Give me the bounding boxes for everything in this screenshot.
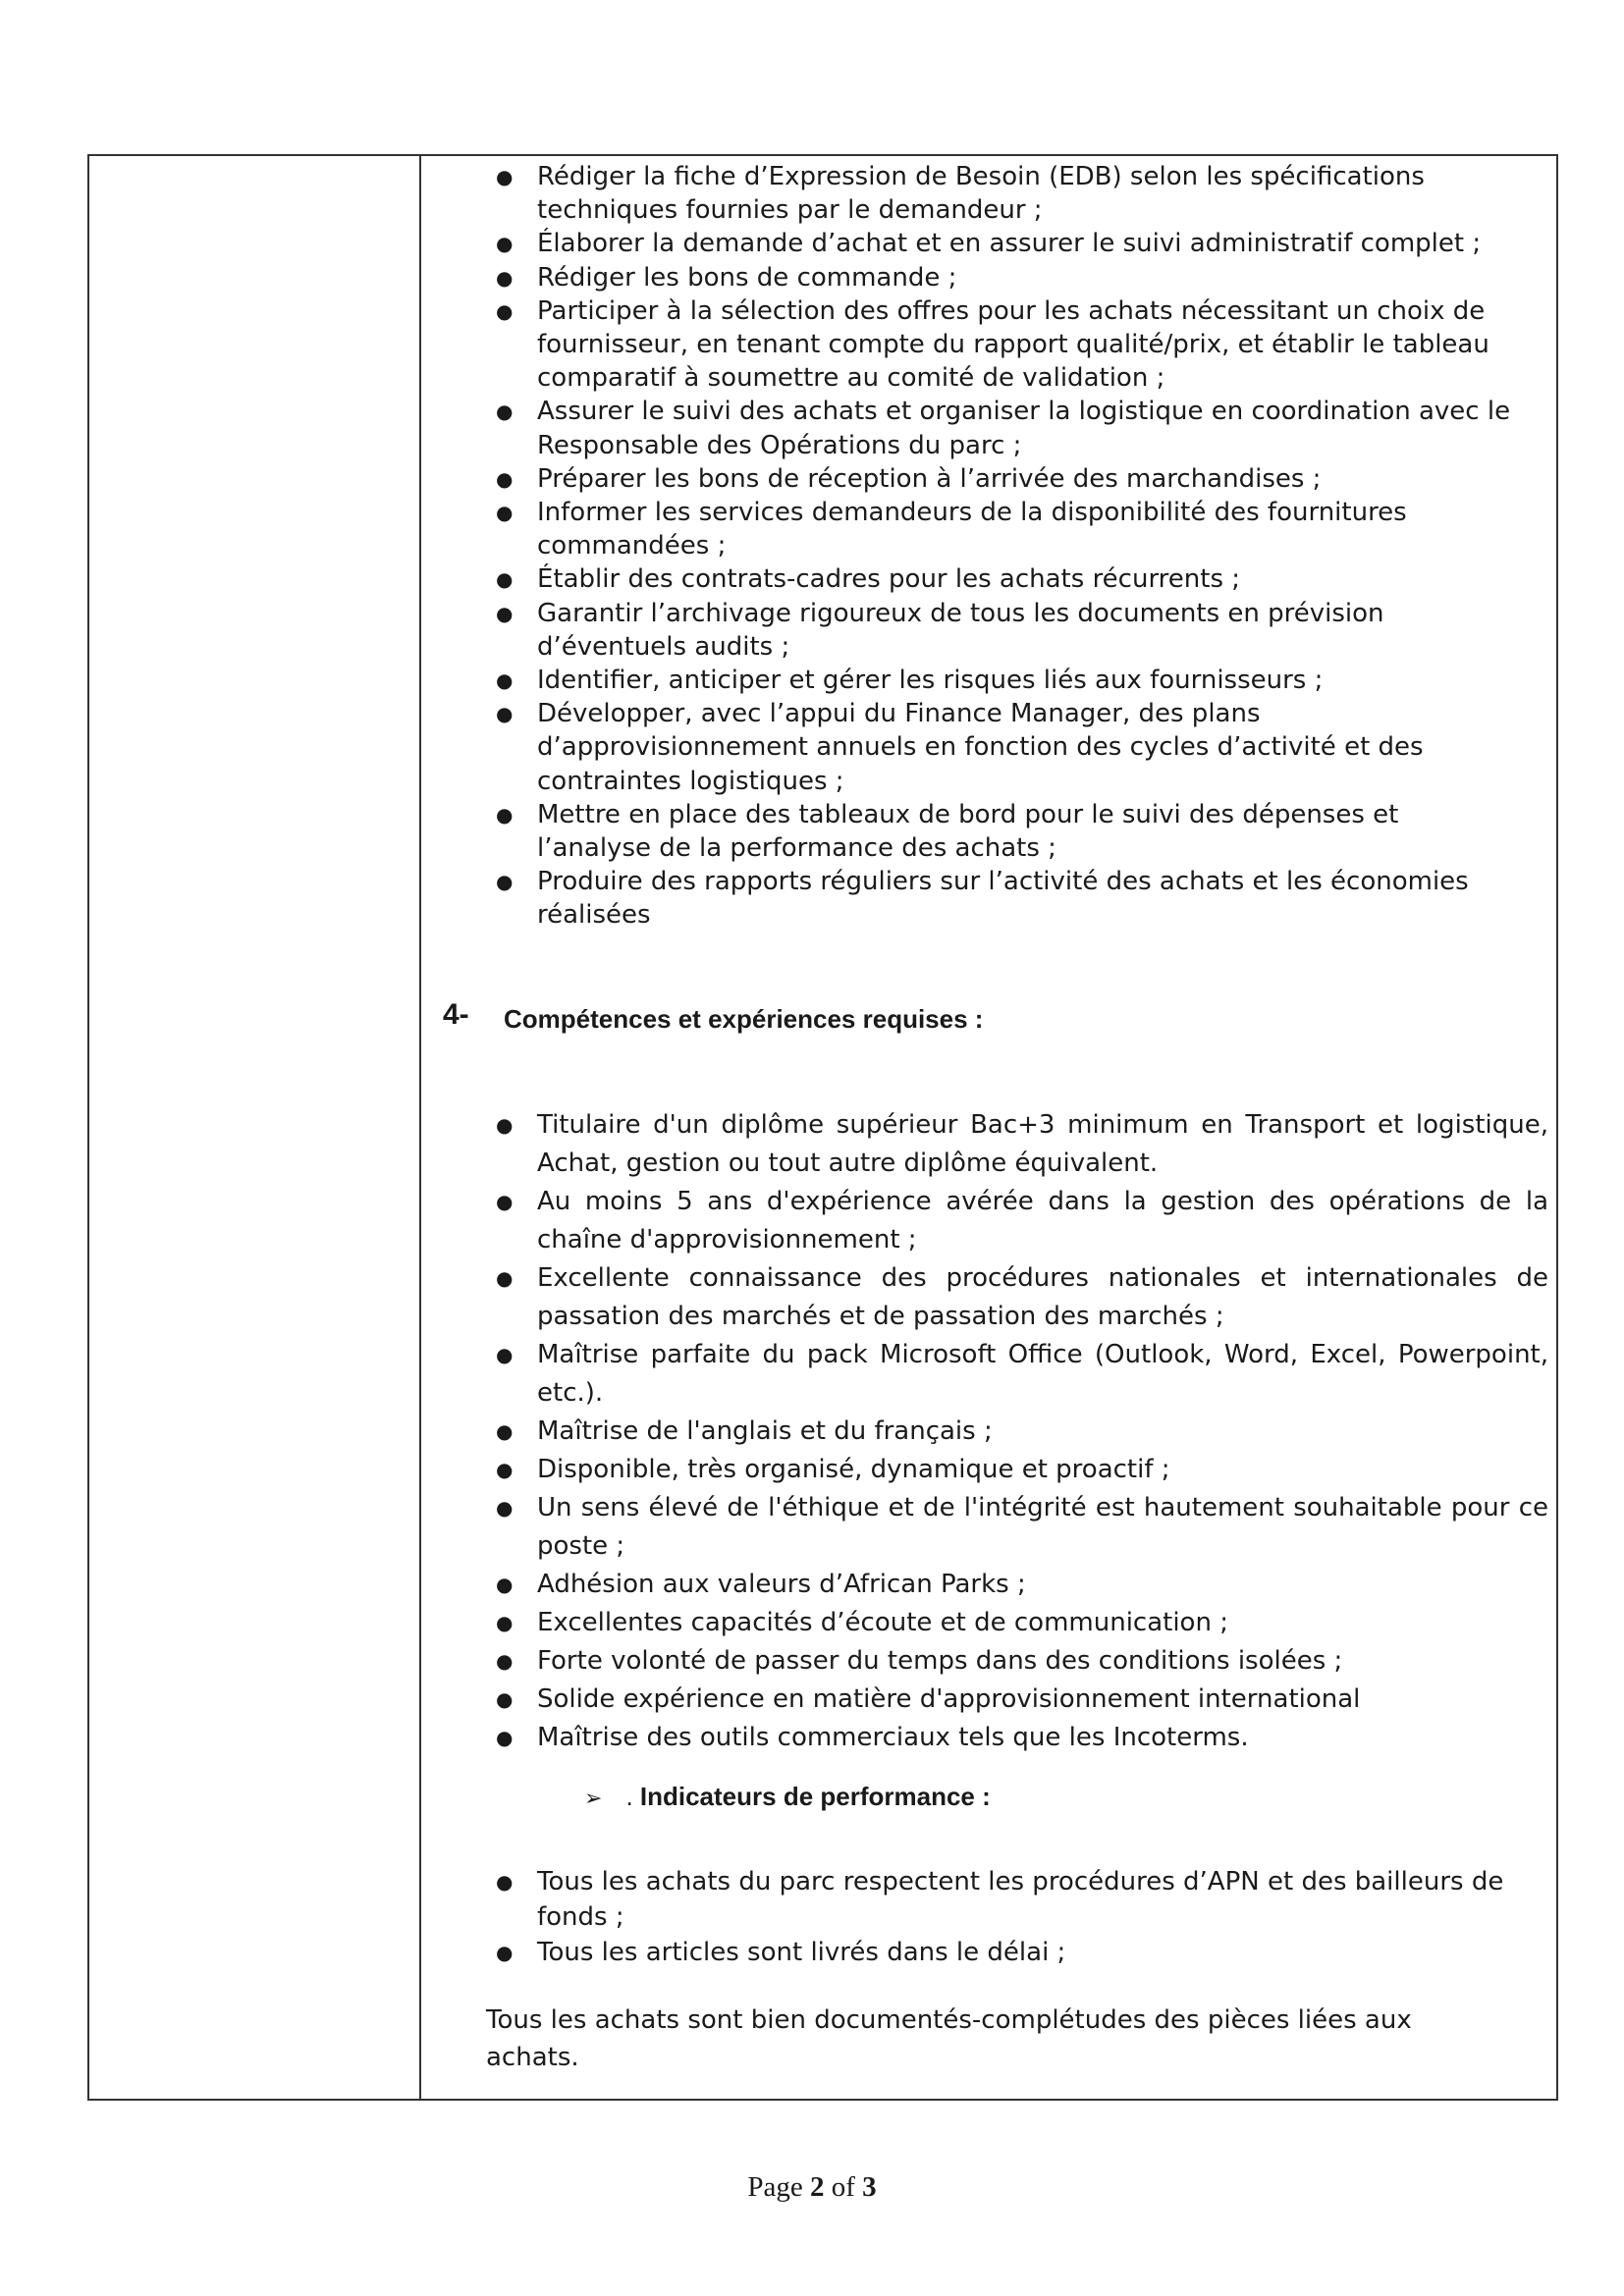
responsibilities-list xyxy=(496,160,1519,933)
list-item: ● Identifier, anticiper et gérer les risques liés aux fournisseurs ; xyxy=(496,666,1324,696)
section-number: 4- xyxy=(443,998,469,1031)
list-item: ● Tous les achats du parc respectent les procédures d’APN et des bailleurs de fonds ; xyxy=(496,1867,1504,1932)
requirements-list xyxy=(496,1106,1548,1757)
list-item: ● Participer à la sélection des offres pour les achats nécessitant un choix de fournisseur, en tenant compte du rapport qualité/prix, et établir le tableau comparatif à soumettre au comité de validation ; xyxy=(496,295,1489,394)
list-item: ● Excellentes capacités d’écoute et de communication ; xyxy=(496,1608,1228,1637)
list-item: ● Forte volonté de passer du temps dans des conditions isolées ; xyxy=(496,1646,1343,1676)
list-item: ● Titulaire d'un diplôme supérieur Bac+3 minimum en Transport et logistique, Achat, gestion ou tout autre diplôme équivalent. xyxy=(496,1110,1548,1178)
list-item: ● Garantir l’archivage rigoureux de tous les documents en prévision d’éventuels audits ; xyxy=(496,598,1384,662)
table-left-cell xyxy=(89,156,421,2099)
table-right-cell xyxy=(421,156,1556,2099)
list-item: ● Élaborer la demande d’achat et en assurer le suivi administratif complet ; xyxy=(496,229,1482,259)
list-item: ● Établir des contrats-cadres pour les achats récurrents ; xyxy=(496,564,1241,595)
indicators-list xyxy=(496,1864,1548,1970)
indicators-prefix: . xyxy=(625,1782,640,1811)
list-item: ● Préparer les bons de réception à l’arrivée des marchandises ; xyxy=(496,463,1322,494)
list-item: ● Solide expérience en matière d'approvisionnement international xyxy=(496,1684,1361,1714)
list-item: ● Mettre en place des tableaux de bord pour le suivi des dépenses et l’analyse de la performance des achats ; xyxy=(496,799,1399,864)
list-item: ● Au moins 5 ans d'expérience avérée dans la gestion des opérations de la chaîne d'approvisionnement ; xyxy=(496,1187,1548,1255)
of-word: of xyxy=(831,2171,855,2203)
list-item: ● Un sens élevé de l'éthique et de l'intégrité est hautement souhaitable pour ce poste ; xyxy=(496,1493,1548,1561)
page-word: Page xyxy=(747,2171,803,2203)
content-table xyxy=(87,154,1558,2101)
total-pages-number: 3 xyxy=(862,2171,877,2203)
list-item: ● Rédiger les bons de commande ; xyxy=(496,262,957,293)
arrow-bullet-icon: ➢ xyxy=(584,1786,603,1810)
list-item: ● Informer les services demandeurs de la disponibilité des fournitures commandées ; xyxy=(496,498,1407,561)
list-item: ● Développer, avec l’appui du Finance Manager, des plans d’approvisionnement annuels en fonction des cycles d’activité et des contraintes logistiques ; xyxy=(496,699,1424,796)
list-item: ● Disponible, très organisé, dynamique et proactif ; xyxy=(496,1455,1170,1484)
list-item: ● Assurer le suivi des achats et organiser la logistique en coordination avec le Responsable des Opérations du parc ; xyxy=(496,397,1511,460)
section-title: Compétences et expériences requises : xyxy=(504,1004,984,1034)
list-item: ● Adhésion aux valeurs d’African Parks ; xyxy=(496,1570,1026,1599)
list-item: ● Produire des rapports réguliers sur l’activité des achats et les économies réalisées xyxy=(496,867,1469,931)
current-page-number: 2 xyxy=(809,2171,825,2203)
page-footer xyxy=(0,2171,1624,2204)
indicators-title: Indicateurs de performance : xyxy=(639,1782,991,1811)
list-item: ● Maîtrise parfaite du pack Microsoft Office (Outlook, Word, Excel, Powerpoint, etc.). xyxy=(496,1340,1548,1408)
list-item: ● Tous les articles sont livrés dans le délai ; xyxy=(496,1938,1066,1967)
list-item: ● Excellente connaissance des procédures nationales et internationales de passation des marchés et de passation des marchés ; xyxy=(496,1263,1548,1331)
list-item: ● Maîtrise de l'anglais et du français ; xyxy=(496,1416,993,1446)
list-item: ● Rédiger la fiche d’Expression de Besoin (EDB) selon les spécifications techniques fournies par le demandeur ; xyxy=(496,162,1425,226)
list-item: ● Maîtrise des outils commerciaux tels que les Incoterms. xyxy=(496,1723,1249,1752)
indicators-heading xyxy=(584,1782,991,1812)
closing-paragraph: Tous les achats sont bien documentés-complétudes des pièces liées aux achats. xyxy=(486,2005,1412,2072)
